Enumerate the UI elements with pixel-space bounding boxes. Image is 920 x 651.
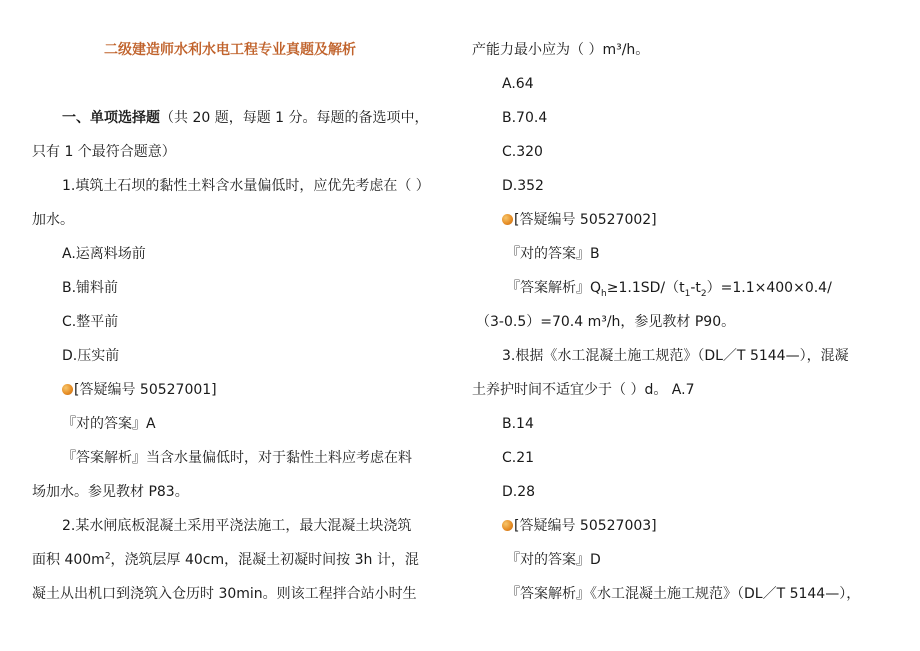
question-3-option-c: C.21 [502,450,535,466]
q2-expl-sub-2: 2 [700,288,707,299]
question-1-option-d: D.压实前 [62,348,120,364]
question-1-answer: 『对的答案』A [62,416,156,432]
question-2-explanation-cont: （3-0.5）=70.4 m³/h，参见教材 P90。 [476,314,736,330]
question-1-code-label: [答疑编号 50527001] [74,382,217,398]
question-2-code [502,210,657,230]
question-3-text-cont: 土养护时间不适宜少于（ ）d。 A.7 [472,382,695,398]
orange-bullet-icon [502,214,513,225]
question-2-code-label: [答疑编号 50527002] [514,212,657,228]
question-2-option-b: B.70.4 [502,110,548,126]
question-1-explanation-cont: 场加水。参见教材 P83。 [32,484,189,500]
q2-expl-part-a: 『答案解析』Q [506,280,602,296]
question-2-text-cont2: 凝土从出机口到浇筑入仓历时 30min。则该工程拌合站小时生 [32,586,417,602]
question-1-text-cont: 加水。 [32,212,74,228]
question-2-text: 2.某水闸底板混凝土采用平浇法施工，最大混凝土块浇筑 [62,518,412,534]
question-2-text-cont3: 产能力最小应为（ ）m³/h。 [472,42,650,58]
question-3-answer: 『对的答案』D [506,552,601,568]
question-3-code-label: [答疑编号 50527003] [514,518,657,534]
question-3-text: 3.根据《水工混凝土施工规范》（DL／T 5144—），混凝 [502,348,849,364]
q2-area-superscript: 2 [104,551,111,562]
document-title: 二级建造师水利水电工程专业真题及解析 [104,42,356,58]
orange-bullet-icon [502,520,513,531]
question-1-text: 1.填筑土石坝的黏性土料含水量偏低时，应优先考虑在（ ） [62,178,430,194]
q2-expl-sub-h: h [601,288,607,299]
question-1-explanation: 『答案解析』当含水量偏低时，对于黏性土料应考虑在料 [62,450,412,466]
question-1-code [62,380,217,400]
section-instructions-cont: 只有 1 个最符合题意） [32,144,176,160]
q2-area-text: 面积 400m [32,552,105,568]
section-heading [62,108,429,128]
question-1-option-a: A.运离料场前 [62,246,146,262]
question-3-code [502,516,657,536]
orange-bullet-icon [62,384,73,395]
question-2-text-cont [32,550,419,570]
q2-expl-part-b: ≥1.1SD/（t [606,280,685,296]
section-instructions: （共 20 题，每题 1 分。每题的备选项中， [160,110,429,126]
question-3-explanation: 『答案解析』《水工混凝土施工规范》（DL／T 5144—）， [506,586,861,602]
q2-expl-part-d: ）=1.1×400×0.4/ [706,280,832,296]
question-2-answer: 『对的答案』B [506,246,600,262]
question-2-option-a: A.64 [502,76,534,92]
question-3-option-b: B.14 [502,416,534,432]
q2-expl-part-c: -t [690,280,701,296]
question-1-option-b: B.铺料前 [62,280,119,296]
question-3-option-d: D.28 [502,484,536,500]
question-1-option-c: C.整平前 [62,314,119,330]
q2-area-rest: ，浇筑层厚 40cm，混凝土初凝时间按 3h 计，混 [110,552,419,568]
question-2-option-d: D.352 [502,178,544,194]
question-2-explanation [506,278,832,298]
q2-expl-sub-1: 1 [684,288,691,299]
section-head-label: 一、单项选择题 [62,110,160,126]
question-2-option-c: C.320 [502,144,543,160]
